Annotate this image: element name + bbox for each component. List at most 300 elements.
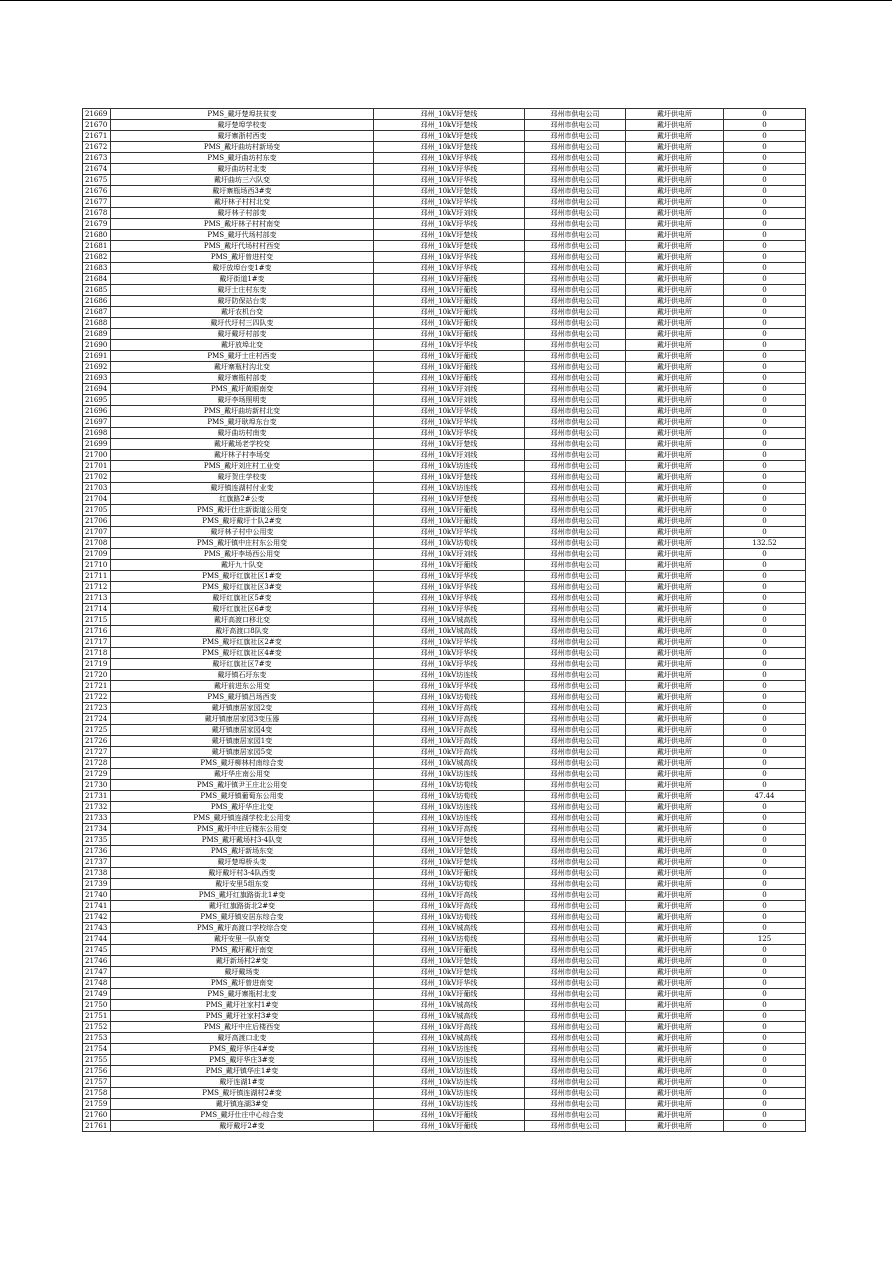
- table-row: [83, 120, 806, 131]
- value-cell: 0: [724, 153, 806, 164]
- value-cell: 0: [724, 956, 806, 967]
- feeder-line-cell: 邳州_10kV城高线: [374, 1033, 525, 1044]
- transformer-name-cell: 戴圩林子村李场变: [111, 450, 374, 461]
- station-cell: 戴圩供电所: [626, 208, 724, 219]
- station-cell: 戴圩供电所: [626, 472, 724, 483]
- feeder-line-cell: 邳州_10kV坊荀线: [374, 538, 525, 549]
- row-id-cell: 21684: [83, 274, 111, 285]
- company-cell: 邳州市供电公司: [525, 505, 626, 516]
- transformer-name-cell: 戴圩戴圩村3-4队西变: [111, 868, 374, 879]
- transformer-name-cell: PMS_戴圩新场东变: [111, 846, 374, 857]
- table-row: [83, 582, 806, 593]
- transformer-name-cell: PMS_戴圩戴场村3-4队变: [111, 835, 374, 846]
- company-cell: 邳州市供电公司: [525, 703, 626, 714]
- value-cell: 0: [724, 813, 806, 824]
- value-cell: 0: [724, 648, 806, 659]
- feeder-line-cell: 邳州_10kV圩华线: [374, 428, 525, 439]
- value-cell: 0: [724, 1066, 806, 1077]
- row-id-cell: 21759: [83, 1099, 111, 1110]
- feeder-line-cell: 邳州_10kV圩葡线: [374, 868, 525, 879]
- feeder-line-cell: 邳州_10kV圩楚线: [374, 230, 525, 241]
- table-row: [83, 373, 806, 384]
- feeder-line-cell: 邳州_10kV坊连线: [374, 1088, 525, 1099]
- station-cell: 戴圩供电所: [626, 989, 724, 1000]
- feeder-line-cell: 邳州_10kV坊连线: [374, 670, 525, 681]
- transformer-name-cell: 戴圩镇连湖村付业变: [111, 483, 374, 494]
- row-id-cell: 21711: [83, 571, 111, 582]
- table-row: [83, 967, 806, 978]
- company-cell: 邳州市供电公司: [525, 384, 626, 395]
- station-cell: 戴圩供电所: [626, 1000, 724, 1011]
- station-cell: 戴圩供电所: [626, 131, 724, 142]
- row-id-cell: 21719: [83, 659, 111, 670]
- company-cell: 邳州市供电公司: [525, 802, 626, 813]
- row-id-cell: 21749: [83, 989, 111, 1000]
- table-row: [83, 197, 806, 208]
- transformer-name-cell: 戴圩寨浙村西变: [111, 131, 374, 142]
- company-cell: 邳州市供电公司: [525, 692, 626, 703]
- company-cell: 邳州市供电公司: [525, 241, 626, 252]
- station-cell: 戴圩供电所: [626, 824, 724, 835]
- station-cell: 戴圩供电所: [626, 186, 724, 197]
- company-cell: 邳州市供电公司: [525, 582, 626, 593]
- table-row: [83, 923, 806, 934]
- feeder-line-cell: 邳州_10kV圩华线: [374, 659, 525, 670]
- row-id-cell: 21753: [83, 1033, 111, 1044]
- transformer-name-cell: 戴圩镇康居家园3变压器: [111, 714, 374, 725]
- value-cell: 0: [724, 1121, 806, 1132]
- feeder-line-cell: 邳州_10kV圩华线: [374, 164, 525, 175]
- table-row: [83, 219, 806, 230]
- value-cell: 0: [724, 164, 806, 175]
- feeder-line-cell: 邳州_10kV圩葡线: [374, 296, 525, 307]
- value-cell: 0: [724, 373, 806, 384]
- transformer-name-cell: 红旗路2#公变: [111, 494, 374, 505]
- company-cell: 邳州市供电公司: [525, 153, 626, 164]
- page-top-border: [0, 0, 892, 1]
- row-id-cell: 21754: [83, 1044, 111, 1055]
- station-cell: 戴圩供电所: [626, 791, 724, 802]
- company-cell: 邳州市供电公司: [525, 263, 626, 274]
- station-cell: 戴圩供电所: [626, 450, 724, 461]
- row-id-cell: 21748: [83, 978, 111, 989]
- row-id-cell: 21758: [83, 1088, 111, 1099]
- feeder-line-cell: 邳州_10kV圩葡线: [374, 560, 525, 571]
- value-cell: 0: [724, 516, 806, 527]
- transformer-name-cell: PMS_戴圩镇安居东综合变: [111, 912, 374, 923]
- company-cell: 邳州市供电公司: [525, 406, 626, 417]
- value-cell: 0: [724, 912, 806, 923]
- table-row: [83, 307, 806, 318]
- table-row: [83, 428, 806, 439]
- company-cell: 邳州市供电公司: [525, 879, 626, 890]
- value-cell: 0: [724, 615, 806, 626]
- transformer-name-cell: 戴圩林子村部变: [111, 208, 374, 219]
- station-cell: 戴圩供电所: [626, 868, 724, 879]
- company-cell: 邳州市供电公司: [525, 197, 626, 208]
- feeder-line-cell: 邳州_10kV圩刘线: [374, 395, 525, 406]
- table-row: [83, 868, 806, 879]
- row-id-cell: 21697: [83, 417, 111, 428]
- row-id-cell: 21714: [83, 604, 111, 615]
- table-row: [83, 692, 806, 703]
- feeder-line-cell: 邳州_10kV圩华线: [374, 153, 525, 164]
- station-cell: 戴圩供电所: [626, 670, 724, 681]
- transformer-name-cell: PMS_戴圩中庄后楼东公用变: [111, 824, 374, 835]
- transformer-name-cell: PMS_戴圩镇华庄1#变: [111, 1066, 374, 1077]
- table-row: [83, 494, 806, 505]
- feeder-line-cell: 邳州_10kV圩楚线: [374, 472, 525, 483]
- table-row: [83, 626, 806, 637]
- value-cell: 0: [724, 142, 806, 153]
- station-cell: 戴圩供电所: [626, 681, 724, 692]
- table-row: [83, 252, 806, 263]
- value-cell: 0: [724, 582, 806, 593]
- station-cell: 戴圩供电所: [626, 329, 724, 340]
- table-row: [83, 813, 806, 824]
- feeder-line-cell: 邳州_10kV圩华线: [374, 406, 525, 417]
- company-cell: 邳州市供电公司: [525, 890, 626, 901]
- company-cell: 邳州市供电公司: [525, 791, 626, 802]
- station-cell: 戴圩供电所: [626, 527, 724, 538]
- station-cell: 戴圩供电所: [626, 538, 724, 549]
- station-cell: 戴圩供电所: [626, 1110, 724, 1121]
- row-id-cell: 21682: [83, 252, 111, 263]
- company-cell: 邳州市供电公司: [525, 1077, 626, 1088]
- value-cell: 47.44: [724, 791, 806, 802]
- company-cell: 邳州市供电公司: [525, 549, 626, 560]
- company-cell: 邳州市供电公司: [525, 186, 626, 197]
- station-cell: 戴圩供电所: [626, 901, 724, 912]
- company-cell: 邳州市供电公司: [525, 780, 626, 791]
- table-row: [83, 604, 806, 615]
- table-row: [83, 736, 806, 747]
- value-cell: 125: [724, 934, 806, 945]
- station-cell: 戴圩供电所: [626, 340, 724, 351]
- table-row: [83, 527, 806, 538]
- station-cell: 戴圩供电所: [626, 318, 724, 329]
- transformer-name-cell: PMS_戴圩镇连湖学校北公用变: [111, 813, 374, 824]
- station-cell: 戴圩供电所: [626, 1044, 724, 1055]
- table-row: [83, 395, 806, 406]
- feeder-line-cell: 邳州_10kV圩高线: [374, 1022, 525, 1033]
- feeder-line-cell: 邳州_10kV坊连线: [374, 1066, 525, 1077]
- transformer-name-cell: 戴圩楚埠桥头变: [111, 857, 374, 868]
- table-row: [83, 285, 806, 296]
- company-cell: 邳州市供电公司: [525, 1099, 626, 1110]
- feeder-line-cell: 邳州_10kV坊荀线: [374, 791, 525, 802]
- company-cell: 邳州市供电公司: [525, 571, 626, 582]
- feeder-line-cell: 邳州_10kV坊连线: [374, 1099, 525, 1110]
- feeder-line-cell: 邳州_10kV城高线: [374, 1011, 525, 1022]
- table-row: [83, 593, 806, 604]
- row-id-cell: 21678: [83, 208, 111, 219]
- feeder-line-cell: 邳州_10kV坊连线: [374, 1055, 525, 1066]
- value-cell: 0: [724, 769, 806, 780]
- table-row: [83, 263, 806, 274]
- feeder-line-cell: 邳州_10kV圩葡线: [374, 505, 525, 516]
- company-cell: 邳州市供电公司: [525, 956, 626, 967]
- company-cell: 邳州市供电公司: [525, 461, 626, 472]
- table-row: [83, 109, 806, 120]
- value-cell: 0: [724, 802, 806, 813]
- row-id-cell: 21725: [83, 725, 111, 736]
- company-cell: 邳州市供电公司: [525, 307, 626, 318]
- row-id-cell: 21696: [83, 406, 111, 417]
- table-row: [83, 956, 806, 967]
- station-cell: 戴圩供电所: [626, 934, 724, 945]
- value-cell: 0: [724, 868, 806, 879]
- value-cell: 0: [724, 1055, 806, 1066]
- row-id-cell: 21699: [83, 439, 111, 450]
- value-cell: 0: [724, 307, 806, 318]
- station-cell: 戴圩供电所: [626, 648, 724, 659]
- value-cell: 0: [724, 758, 806, 769]
- company-cell: 邳州市供电公司: [525, 604, 626, 615]
- company-cell: 邳州市供电公司: [525, 945, 626, 956]
- value-cell: 0: [724, 329, 806, 340]
- value-cell: 0: [724, 505, 806, 516]
- transformer-name-cell: PMS_戴圩黄眼南变: [111, 384, 374, 395]
- table-row: [83, 670, 806, 681]
- company-cell: 邳州市供电公司: [525, 329, 626, 340]
- station-cell: 戴圩供电所: [626, 296, 724, 307]
- transformer-name-cell: PMS_戴圩刘庄村工业变: [111, 461, 374, 472]
- station-cell: 戴圩供电所: [626, 109, 724, 120]
- station-cell: 戴圩供电所: [626, 505, 724, 516]
- station-cell: 戴圩供电所: [626, 879, 724, 890]
- transformer-name-cell: PMS_戴圩华庄3#变: [111, 1055, 374, 1066]
- feeder-line-cell: 邳州_10kV城高线: [374, 615, 525, 626]
- transformer-name-cell: PMS_戴圩曲坊村东变: [111, 153, 374, 164]
- station-cell: 戴圩供电所: [626, 967, 724, 978]
- row-id-cell: 21742: [83, 912, 111, 923]
- feeder-line-cell: 邳州_10kV圩华线: [374, 648, 525, 659]
- value-cell: 0: [724, 967, 806, 978]
- station-cell: 戴圩供电所: [626, 582, 724, 593]
- transformer-name-cell: 戴圩连湖1#变: [111, 1077, 374, 1088]
- feeder-line-cell: 邳州_10kV圩葡线: [374, 351, 525, 362]
- company-cell: 邳州市供电公司: [525, 670, 626, 681]
- transformer-name-cell: PMS_戴圩中庄后楼西变: [111, 1022, 374, 1033]
- transformer-name-cell: PMS_戴圩代场村部变: [111, 230, 374, 241]
- row-id-cell: 21687: [83, 307, 111, 318]
- station-cell: 戴圩供电所: [626, 1066, 724, 1077]
- row-id-cell: 21683: [83, 263, 111, 274]
- row-id-cell: 21738: [83, 868, 111, 879]
- transformer-name-cell: PMS_戴圩曾进村变: [111, 252, 374, 263]
- transformer-name-cell: 戴圩林子村中公用变: [111, 527, 374, 538]
- company-cell: 邳州市供电公司: [525, 1055, 626, 1066]
- value-cell: 0: [724, 351, 806, 362]
- row-id-cell: 21757: [83, 1077, 111, 1088]
- table-row: [83, 1000, 806, 1011]
- company-cell: 邳州市供电公司: [525, 747, 626, 758]
- feeder-line-cell: 邳州_10kV圩华线: [374, 219, 525, 230]
- transformer-name-cell: PMS_戴圩红旗社区4#变: [111, 648, 374, 659]
- value-cell: 0: [724, 1033, 806, 1044]
- table-row: [83, 351, 806, 362]
- feeder-line-cell: 邳州_10kV圩楚线: [374, 241, 525, 252]
- row-id-cell: 21708: [83, 538, 111, 549]
- value-cell: 0: [724, 384, 806, 395]
- value-cell: 0: [724, 604, 806, 615]
- transformer-name-cell: 戴圩戴圩村部变: [111, 329, 374, 340]
- transformer-name-cell: PMS_戴圩楚埠扶贫变: [111, 109, 374, 120]
- table-row: [83, 1011, 806, 1022]
- table-row: [83, 648, 806, 659]
- transformer-name-cell: PMS_戴圩红旗社区1#变: [111, 571, 374, 582]
- row-id-cell: 21736: [83, 846, 111, 857]
- company-cell: 邳州市供电公司: [525, 483, 626, 494]
- value-cell: 0: [724, 406, 806, 417]
- station-cell: 戴圩供电所: [626, 142, 724, 153]
- transformer-name-cell: 戴圩高渡口北变: [111, 1033, 374, 1044]
- value-cell: 0: [724, 461, 806, 472]
- feeder-line-cell: 邳州_10kV坊连线: [374, 1077, 525, 1088]
- table-row: [83, 1044, 806, 1055]
- company-cell: 邳州市供电公司: [525, 230, 626, 241]
- feeder-line-cell: 邳州_10kV圩葡线: [374, 285, 525, 296]
- transformer-table: [82, 108, 806, 1132]
- feeder-line-cell: 邳州_10kV圩华线: [374, 263, 525, 274]
- transformer-name-cell: PMS_戴圩士庄村西变: [111, 351, 374, 362]
- value-cell: 0: [724, 857, 806, 868]
- feeder-line-cell: 邳州_10kV城高线: [374, 1000, 525, 1011]
- station-cell: 戴圩供电所: [626, 857, 724, 868]
- company-cell: 邳州市供电公司: [525, 538, 626, 549]
- transformer-name-cell: 戴圩红旗路街北2#变: [111, 901, 374, 912]
- feeder-line-cell: 邳州_10kV圩华线: [374, 681, 525, 692]
- company-cell: 邳州市供电公司: [525, 131, 626, 142]
- table-row: [83, 890, 806, 901]
- table-row: [83, 846, 806, 857]
- row-id-cell: 21688: [83, 318, 111, 329]
- row-id-cell: 21680: [83, 230, 111, 241]
- table-row: [83, 450, 806, 461]
- transformer-name-cell: PMS_戴圩戴圩南变: [111, 945, 374, 956]
- row-id-cell: 21745: [83, 945, 111, 956]
- transformer-name-cell: 戴圩红旗社区7#变: [111, 659, 374, 670]
- transformer-name-cell: 戴圩镇康居家园5变: [111, 747, 374, 758]
- transformer-name-cell: 戴圩楚埠学校变: [111, 120, 374, 131]
- row-id-cell: 21689: [83, 329, 111, 340]
- company-cell: 邳州市供电公司: [525, 1088, 626, 1099]
- table-row: [83, 1121, 806, 1132]
- table-row: [83, 802, 806, 813]
- table-row: [83, 1066, 806, 1077]
- transformer-name-cell: PMS_戴圩华庄4#变: [111, 1044, 374, 1055]
- station-cell: 戴圩供电所: [626, 802, 724, 813]
- station-cell: 戴圩供电所: [626, 241, 724, 252]
- row-id-cell: 21724: [83, 714, 111, 725]
- table-row: [83, 560, 806, 571]
- row-id-cell: 21691: [83, 351, 111, 362]
- value-cell: 0: [724, 571, 806, 582]
- feeder-line-cell: 邳州_10kV圩葡线: [374, 362, 525, 373]
- row-id-cell: 21698: [83, 428, 111, 439]
- transformer-name-cell: 戴圩士庄村东变: [111, 285, 374, 296]
- row-id-cell: 21744: [83, 934, 111, 945]
- value-cell: 0: [724, 285, 806, 296]
- station-cell: 戴圩供电所: [626, 1022, 724, 1033]
- table-row: [83, 659, 806, 670]
- value-cell: 0: [724, 945, 806, 956]
- value-cell: 0: [724, 494, 806, 505]
- feeder-line-cell: 邳州_10kV圩楚线: [374, 142, 525, 153]
- row-id-cell: 21716: [83, 626, 111, 637]
- transformer-name-cell: 戴圩红旗社区6#变: [111, 604, 374, 615]
- row-id-cell: 21746: [83, 956, 111, 967]
- table-body: [83, 109, 806, 1132]
- row-id-cell: 21712: [83, 582, 111, 593]
- feeder-line-cell: 邳州_10kV圩高线: [374, 901, 525, 912]
- value-cell: 0: [724, 109, 806, 120]
- feeder-line-cell: 邳州_10kV圩华线: [374, 604, 525, 615]
- station-cell: 戴圩供电所: [626, 384, 724, 395]
- station-cell: 戴圩供电所: [626, 153, 724, 164]
- company-cell: 邳州市供电公司: [525, 285, 626, 296]
- feeder-line-cell: 邳州_10kV坊连线: [374, 1044, 525, 1055]
- value-cell: 0: [724, 252, 806, 263]
- row-id-cell: 21673: [83, 153, 111, 164]
- station-cell: 戴圩供电所: [626, 230, 724, 241]
- feeder-line-cell: 邳州_10kV圩刘线: [374, 208, 525, 219]
- row-id-cell: 21737: [83, 857, 111, 868]
- transformer-name-cell: PMS_戴圩耿埠东台变: [111, 417, 374, 428]
- row-id-cell: 21729: [83, 769, 111, 780]
- feeder-line-cell: 邳州_10kV圩刘线: [374, 549, 525, 560]
- company-cell: 邳州市供电公司: [525, 142, 626, 153]
- row-id-cell: 21718: [83, 648, 111, 659]
- feeder-line-cell: 邳州_10kV圩楚线: [374, 439, 525, 450]
- table-row: [83, 340, 806, 351]
- table-row: [83, 912, 806, 923]
- station-cell: 戴圩供电所: [626, 725, 724, 736]
- station-cell: 戴圩供电所: [626, 252, 724, 263]
- row-id-cell: 21726: [83, 736, 111, 747]
- company-cell: 邳州市供电公司: [525, 1000, 626, 1011]
- row-id-cell: 21739: [83, 879, 111, 890]
- station-cell: 戴圩供电所: [626, 1011, 724, 1022]
- row-id-cell: 21690: [83, 340, 111, 351]
- company-cell: 邳州市供电公司: [525, 714, 626, 725]
- station-cell: 戴圩供电所: [626, 593, 724, 604]
- value-cell: 0: [724, 450, 806, 461]
- company-cell: 邳州市供电公司: [525, 1110, 626, 1121]
- row-id-cell: 21679: [83, 219, 111, 230]
- table-row: [83, 296, 806, 307]
- feeder-line-cell: 邳州_10kV坊荀线: [374, 780, 525, 791]
- row-id-cell: 21672: [83, 142, 111, 153]
- station-cell: 戴圩供电所: [626, 164, 724, 175]
- station-cell: 戴圩供电所: [626, 197, 724, 208]
- company-cell: 邳州市供电公司: [525, 296, 626, 307]
- station-cell: 戴圩供电所: [626, 439, 724, 450]
- table-row: [83, 483, 806, 494]
- transformer-name-cell: 戴圩镇康居家园1变: [111, 736, 374, 747]
- station-cell: 戴圩供电所: [626, 945, 724, 956]
- company-cell: 邳州市供电公司: [525, 175, 626, 186]
- table-row: [83, 945, 806, 956]
- value-cell: 132.52: [724, 538, 806, 549]
- feeder-line-cell: 邳州_10kV圩葡线: [374, 1121, 525, 1132]
- value-cell: 0: [724, 879, 806, 890]
- transformer-name-cell: 戴圩曲坊三六队变: [111, 175, 374, 186]
- feeder-line-cell: 邳州_10kV圩高线: [374, 703, 525, 714]
- transformer-name-cell: 戴圩镇石圩东变: [111, 670, 374, 681]
- table-row: [83, 538, 806, 549]
